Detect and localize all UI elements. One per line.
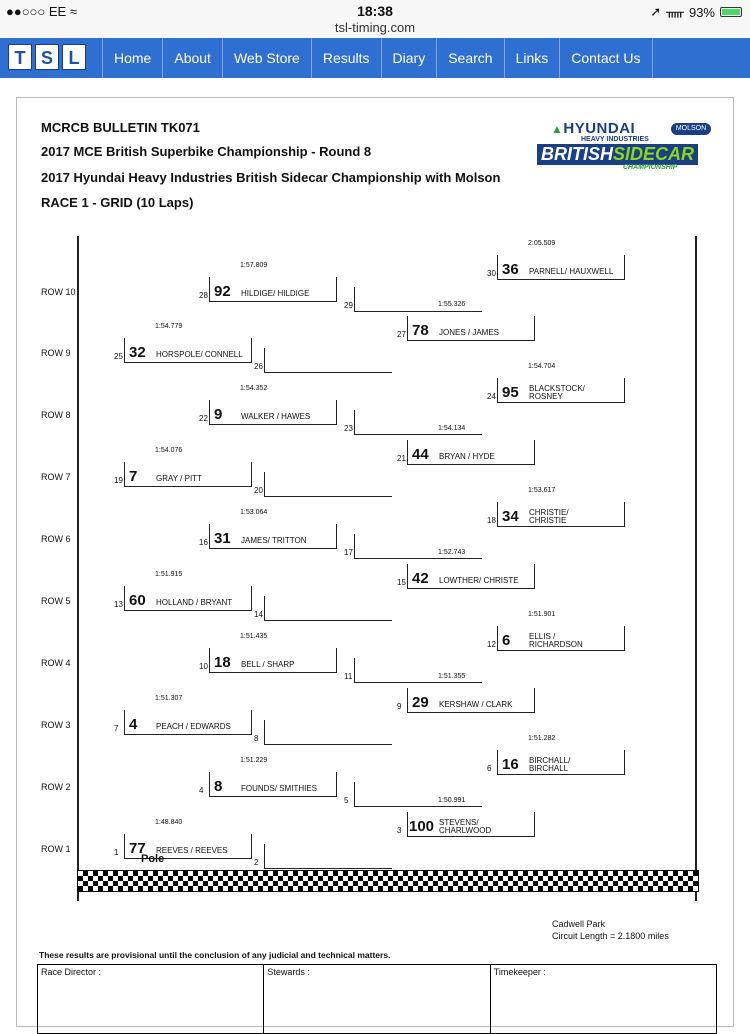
race-number: 36 (502, 261, 519, 278)
race-number: 29 (412, 694, 429, 711)
grid-slot (199, 509, 337, 549)
logo-letter: L (62, 44, 86, 70)
qualifying-time: 1:51.307 (155, 695, 183, 702)
crew-names: HORSPOLE/ CONNELL (156, 350, 243, 359)
hyundai-triangle-icon: ▲ (551, 122, 564, 136)
nav-web-store[interactable]: Web Store (222, 38, 311, 78)
british-sidecar-text (537, 144, 698, 165)
grid-position: 26 (254, 362, 263, 371)
grid-position: 9 (397, 702, 402, 711)
event-title: 2017 MCE British Superbike Championship - Round 8 (41, 144, 372, 159)
qualifying-time: 1:51.435 (240, 633, 268, 640)
race-number: 8 (214, 778, 223, 795)
address-bar[interactable]: tsl-timing.com (334, 20, 416, 35)
race-number: 4 (129, 716, 138, 733)
grid-slot (114, 695, 252, 735)
grid-position: 11 (344, 672, 353, 681)
grid-position: 10 (199, 662, 208, 671)
grid-position: 24 (487, 392, 496, 401)
battery-percent: 93% (688, 4, 715, 20)
row-label: ROW 5 (41, 596, 71, 606)
qualifying-time: 1:53.064 (240, 509, 268, 516)
row-label: ROW 8 (41, 410, 71, 420)
crew-names: JONES / JAMES (439, 328, 500, 337)
grid-slot (397, 673, 535, 713)
grid-slot (114, 571, 252, 611)
qualifying-time: 1:53.617 (528, 487, 556, 494)
grid-slot (487, 487, 625, 527)
race-number: 6 (502, 632, 511, 649)
grid-position: 22 (199, 414, 208, 423)
qualifying-time: 1:51.229 (240, 757, 268, 764)
grid-position: 14 (254, 610, 263, 619)
provisional-disclaimer: These results are provisional until the conclusion of any judicial and technical matters. (39, 950, 391, 960)
grid-position: 20 (254, 486, 263, 495)
qualifying-time: 2:05.509 (528, 240, 556, 247)
row-label: ROW 7 (41, 472, 71, 482)
row-label: ROW 10 (41, 287, 76, 297)
crew-names: KERSHAW / CLARK (439, 700, 513, 709)
row-label: ROW 3 (41, 720, 71, 730)
crew-names: REEVES / REEVES (156, 846, 228, 855)
grid-position: 3 (397, 826, 402, 835)
grid-position: 30 (487, 269, 496, 278)
grid-slot (487, 735, 625, 775)
race-number: 77 (129, 840, 146, 857)
grid-slot (114, 447, 252, 487)
grid-position: 27 (397, 330, 406, 339)
logo-letter: S (35, 44, 59, 70)
grid-slot (397, 425, 535, 465)
crew-names: CHRISTIE/ CHRISTIE (529, 508, 569, 525)
championship-logo (537, 108, 717, 172)
qualifying-time: 1:54.704 (528, 363, 556, 370)
grid-slot (199, 385, 337, 425)
carrier-label: ●●○○○ EE (6, 4, 67, 19)
grid-slot (254, 720, 392, 745)
grid-position: 5 (344, 796, 349, 805)
bulletin-title: MCRCB BULLETIN TK071 (41, 120, 200, 135)
grid-position: 21 (397, 454, 406, 463)
qualifying-time: 1:51.355 (438, 673, 466, 680)
row-label: ROW 4 (41, 658, 71, 668)
qualifying-time: 1:51.282 (528, 735, 556, 742)
grid-position: 1 (114, 848, 119, 857)
stewards-cell: Stewards : (264, 965, 490, 1033)
grid-position: 8 (254, 734, 259, 743)
crew-names: PARNELL/ HAUXWELL (529, 267, 614, 276)
row-label: ROW 2 (41, 782, 71, 792)
hyundai-word: HYUNDAI (563, 120, 636, 137)
crew-names: GRAY / PITT (156, 474, 202, 483)
nav-contact-us[interactable]: Contact Us (559, 38, 652, 78)
grid-position: 15 (397, 578, 406, 587)
circuit-length: Circuit Length = 2.1800 miles (552, 931, 669, 941)
championship-title: 2017 Hyundai Heavy Industries British Sidecar Championship with Molson (41, 170, 501, 185)
grid-position: 25 (114, 352, 123, 361)
qualifying-time: 1:54.352 (240, 385, 268, 392)
crew-names: BELL / SHARP (241, 660, 295, 669)
grid-slot (199, 633, 337, 673)
grid-position: 18 (487, 516, 496, 525)
qualifying-time: 1:48.840 (155, 819, 183, 826)
grid-slot (254, 596, 392, 621)
crew-names: ELLIS / RICHARDSON (529, 632, 583, 649)
grid-slot (487, 240, 625, 280)
circuit-info (552, 918, 669, 942)
clock: 18:38 (357, 3, 393, 19)
tsl-logo[interactable] (8, 44, 86, 70)
heavy-industries-text: HEAVY INDUSTRIES (581, 136, 649, 143)
site-nav (0, 38, 750, 78)
grid-slot (254, 348, 392, 373)
grid-slot (199, 262, 337, 302)
race-director-cell: Race Director : (38, 965, 264, 1033)
grid-position: 2 (254, 858, 259, 867)
grid-slot (114, 323, 252, 363)
grid-position: 6 (487, 764, 492, 773)
crew-names: BLACKSTOCK/ ROSNEY (529, 384, 585, 401)
qualifying-time: 1:52.743 (438, 549, 466, 556)
hyundai-logo-text (551, 120, 635, 137)
race-number: 34 (502, 508, 519, 525)
grid-position: 12 (487, 640, 496, 649)
crew-names: PEACH / EDWARDS (156, 722, 231, 731)
qualifying-time: 1:51.915 (155, 571, 183, 578)
pole-label: Pole (141, 853, 165, 865)
race-number: 92 (214, 283, 231, 300)
crew-names: FOUNDS/ SMITHIES (241, 784, 318, 793)
race-number: 60 (129, 592, 146, 609)
grid-slot (397, 549, 535, 589)
row-label: ROW 1 (41, 844, 71, 854)
qualifying-time: 1:51.901 (528, 611, 556, 618)
qualifying-time: 1:54.134 (438, 425, 466, 432)
grid-position: 13 (114, 600, 123, 609)
crew-names: BIRCHALL/ BIRCHALL (529, 756, 571, 773)
crew-names: BRYAN / HYDE (439, 452, 495, 461)
logo-letter: T (8, 44, 32, 70)
officials-table (37, 964, 717, 1034)
row-label: ROW 9 (41, 348, 71, 358)
race-number: 9 (214, 406, 223, 423)
race-number: 44 (412, 446, 429, 463)
grid-position: 7 (114, 724, 119, 733)
race-title: RACE 1 - GRID (10 Laps) (41, 195, 194, 210)
grid-document (16, 97, 734, 1027)
start-line-checker (77, 870, 699, 892)
race-number: 18 (214, 654, 231, 671)
crew-names: WALKER / HAWES (241, 412, 311, 421)
race-number: 32 (129, 344, 146, 361)
sidecar-word: SIDECAR (613, 144, 695, 164)
race-number: 100 (409, 818, 435, 835)
race-number: 95 (502, 384, 519, 401)
qualifying-time: 1:50.991 (438, 797, 466, 804)
crew-names: JAMES/ TRITTON (241, 536, 307, 545)
nav-diary[interactable]: Diary (381, 38, 437, 78)
grid-slot (254, 844, 392, 869)
championship-word: CHAMPIONSHIP (623, 164, 678, 171)
nav-about[interactable]: About (162, 38, 222, 78)
grid-slot (344, 287, 482, 312)
wifi-icon: ≈ (69, 4, 77, 19)
grid-position: 17 (344, 548, 353, 557)
nav-home[interactable]: Home (102, 38, 162, 78)
circuit-name: Cadwell Park (552, 919, 606, 929)
grid-position: 4 (199, 786, 204, 795)
nav-search[interactable]: Search (436, 38, 503, 78)
grid-slot (397, 797, 535, 837)
status-bar (0, 0, 750, 38)
grid-position: 16 (199, 538, 208, 547)
race-number: 16 (502, 756, 519, 773)
nav-results[interactable]: Results (311, 38, 381, 78)
battery-icon (720, 7, 742, 17)
grid-slot (487, 363, 625, 403)
nav-links[interactable]: Links (504, 38, 560, 78)
grid-position: 29 (344, 301, 353, 310)
grid-slot (254, 472, 392, 497)
row-label: ROW 6 (41, 534, 71, 544)
bluetooth-icon: ᚅ (666, 4, 684, 19)
race-number: 78 (412, 322, 429, 339)
grid-position: 19 (114, 476, 123, 485)
race-number: 31 (214, 530, 231, 547)
race-number: 42 (412, 570, 429, 587)
location-icon: ➚ (650, 4, 662, 19)
status-right (650, 4, 742, 20)
grid-slot (397, 301, 535, 341)
crew-names: LOWTHER/ CHRISTE (439, 576, 519, 585)
crew-names: HILDIGE/ HILDIGE (241, 289, 310, 298)
molson-badge: MOLSON (671, 123, 711, 135)
grid-slot (487, 611, 625, 651)
crew-names: STEVENS/ CHARLWOOD (439, 818, 492, 835)
british-word: BRITISH (541, 144, 613, 164)
qualifying-time: 1:54.779 (155, 323, 183, 330)
grid-slot (199, 757, 337, 797)
timekeeper-cell: Timekeeper : (493, 967, 546, 977)
crew-names: HOLLAND / BRYANT (156, 598, 233, 607)
grid-position: 28 (199, 291, 208, 300)
qualifying-time: 1:57.809 (240, 262, 268, 269)
grid-position: 23 (344, 424, 353, 433)
race-number: 7 (129, 468, 138, 485)
qualifying-time: 1:55.326 (438, 301, 466, 308)
qualifying-time: 1:54.076 (155, 447, 183, 454)
